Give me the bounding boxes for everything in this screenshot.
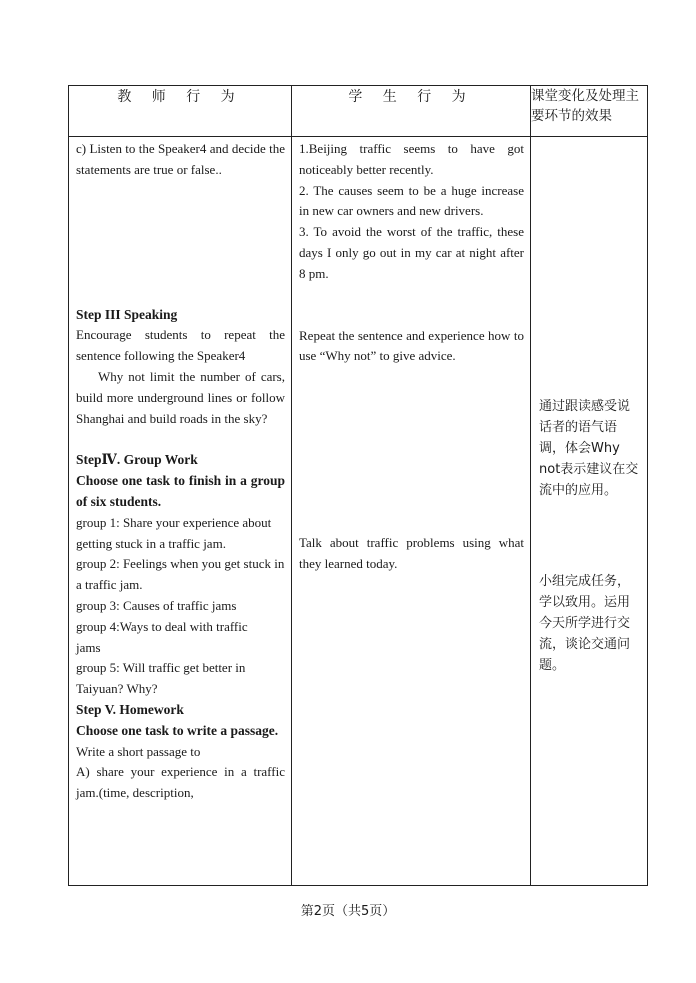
group-item-5: group 5: Will traffic get better in Taiyuan? Why? [76, 660, 246, 697]
statement-2: 2. The causes seem to be a huge increase in new car owners and new drivers. [299, 182, 524, 219]
header-student-behavior: 学 生 行 为 [292, 86, 531, 137]
listen-task: c) Listen to the Speaker4 and decide the statements are true or false.. [76, 141, 285, 177]
notes-column [531, 137, 648, 886]
step5-option: A) share your experience in a traffic jam.(time, description, [76, 764, 285, 801]
student-column [292, 137, 531, 886]
step4-task: Choose one task to finish in a group of six students. [76, 473, 285, 509]
lesson-plan-table [68, 85, 648, 886]
statement-3: 3. To avoid the worst of the traffic, these days I only go out in my car at night after 8 pm. [299, 224, 524, 281]
group-item-3: group 3: Causes of traffic jams [76, 597, 237, 613]
header-teacher-behavior: 教 师 行 为 [69, 86, 292, 137]
table-header-row [69, 86, 648, 137]
student-repeat: Repeat the sentence and experience how to use “Why not” to give advice. [299, 327, 524, 364]
teacher-column [69, 137, 292, 886]
repeat-effect-note: 通过跟读感受说话者的语气语调，体会Why not表示建议在交流中的应用。 [539, 399, 639, 498]
group-item-2: group 2: Feelings when you get stuck in a traffic jam. [76, 556, 285, 593]
statement-1: 1.Beijing traffic seems to have got noticeably better recently. [299, 141, 524, 177]
student-talk: Talk about traffic problems using what they learned today. [299, 535, 524, 571]
step3-text: Encourage students to repeat the sentence following the Speaker4 [76, 327, 285, 364]
table-body-row [69, 137, 648, 886]
group-effect-note: 小组完成任务，学以致用。运用今天所学进行交流，谈论交通问题。 [539, 574, 631, 673]
step5-title: Step V. Homework [76, 701, 184, 717]
step5-task: Choose one task to write a passage. [76, 722, 279, 738]
page-number: 第2页（共5页） [300, 904, 396, 919]
step3-title: Step III Speaking [76, 306, 178, 322]
step3-quote: Why not limit the number of cars, build more underground lines or follow Shanghai and build roads in the sky? [76, 368, 285, 426]
step5-text: Write a short passage to [76, 743, 201, 759]
group-item-4: group 4:Ways to deal with traffic jams [76, 618, 248, 655]
step4-title: StepⅣ. Group Work [76, 452, 198, 468]
group-item-1: group 1: Share your experience about getting stuck in a traffic jam. [76, 514, 272, 551]
header-class-notes: 课堂变化及处理主要环节的效果 [531, 86, 648, 137]
